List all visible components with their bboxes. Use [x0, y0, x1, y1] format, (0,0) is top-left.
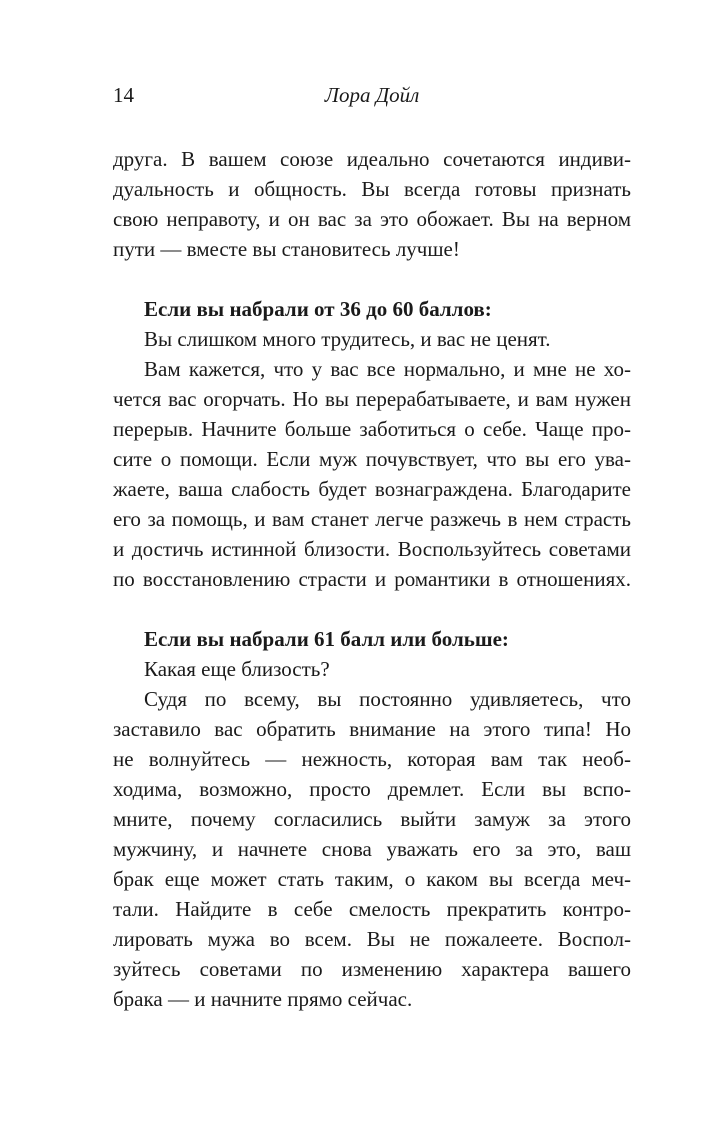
- text-line: Вам кажется, что у вас все нормально, и мне не хо-: [144, 357, 631, 381]
- text-line: брака — и начните прямо сейчас.: [113, 987, 413, 1011]
- text-line: зуйтесь советами по изменению характера вашего: [113, 957, 631, 981]
- section-heading-36-60: Если вы набрали от 36 до 60 баллов:: [144, 297, 492, 321]
- section-summary-61-plus: Какая еще близость?: [144, 657, 330, 681]
- text-line: сите о помощи. Если муж почувствует, что вы его ува-: [113, 447, 631, 471]
- text-line: свою неправоту, и он вас за это обожает. Вы на верном: [113, 207, 631, 231]
- section-gap: [113, 594, 631, 624]
- page-number: 14: [113, 83, 134, 107]
- text-line: по восстановлению страсти и романтики в отношениях.: [113, 567, 631, 591]
- text-line: друга. В вашем союзе идеально сочетаются индиви-: [113, 147, 631, 171]
- section-gap: [113, 264, 631, 294]
- body-text: [113, 144, 631, 1014]
- running-head: [113, 80, 631, 110]
- author-name: Лора Дойл: [324, 83, 420, 107]
- text-line: чется вас огорчать. Но вы перерабатываете, и вам нужен: [113, 387, 631, 411]
- text-line: пути — вместе вы становитесь лучше!: [113, 237, 460, 261]
- text-line: ходима, возможно, просто дремлет. Если вы вспо-: [113, 777, 631, 801]
- text-line: и достичь истинной близости. Воспользуйтесь советами: [113, 537, 631, 561]
- text-line: мните, почему согласились выйти замуж за этого: [113, 807, 631, 831]
- section-summary-36-60: Вы слишком много трудитесь, и вас не ценят.: [144, 327, 551, 351]
- text-line: Судя по всему, вы постоянно удивляетесь, что: [144, 687, 631, 711]
- text-line: перерыв. Начните больше заботиться о себе. Чаще про-: [113, 417, 631, 441]
- text-line: тали. Найдите в себе смелость прекратить контро-: [113, 897, 631, 921]
- text-line: не волнуйтесь — нежность, которая вам так необ-: [113, 747, 631, 771]
- text-line: мужчину, и начнете снова уважать его за это, ваш: [113, 837, 631, 861]
- text-line: брак еще может стать таким, о каком вы всегда меч-: [113, 867, 631, 891]
- text-line: жаете, ваша слабость будет вознаграждена. Благодарите: [113, 477, 631, 501]
- section-heading-61-plus: Если вы набрали 61 балл или больше:: [144, 627, 509, 651]
- text-line: его за помощь, и вам станет легче разжечь в нем страсть: [113, 507, 631, 531]
- text-line: заставило вас обратить внимание на этого типа! Но: [113, 717, 631, 741]
- text-line: лировать мужа во всем. Вы не пожалеете. Воспол-: [113, 927, 631, 951]
- text-line: дуальность и общность. Вы всегда готовы признать: [113, 177, 631, 201]
